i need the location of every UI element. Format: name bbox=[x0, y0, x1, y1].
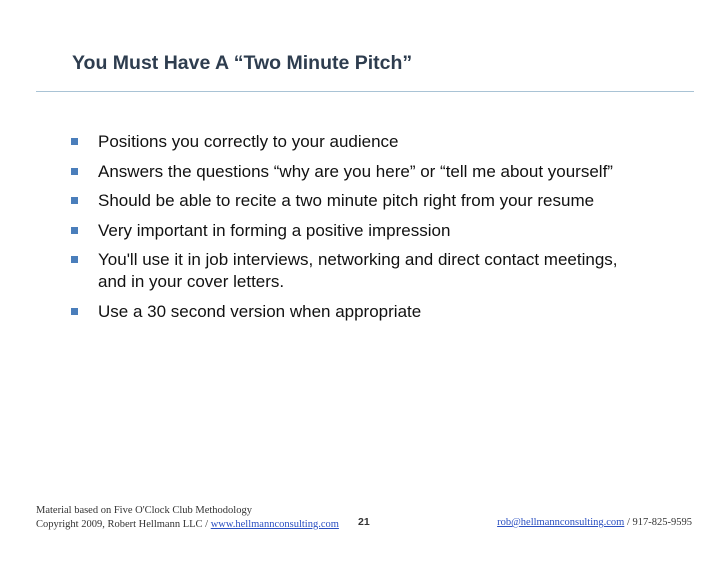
square-bullet-icon bbox=[71, 168, 78, 175]
footer-left bbox=[36, 504, 339, 531]
phone-number: / 917-825-9595 bbox=[626, 517, 692, 528]
square-bullet-icon bbox=[71, 308, 78, 315]
square-bullet-icon bbox=[71, 256, 78, 263]
title-divider bbox=[36, 91, 694, 92]
bullet-item bbox=[70, 131, 710, 153]
bullet-item bbox=[70, 190, 710, 212]
bullet-text: Use a 30 second version when appropriate bbox=[98, 301, 422, 321]
square-bullet-icon bbox=[71, 138, 78, 145]
slide-title: You Must Have A “Two Minute Pitch” bbox=[72, 52, 413, 74]
bullet-item bbox=[70, 220, 710, 242]
bullet-text: Should be able to recite a two minute pitch right from your resume bbox=[98, 191, 595, 210]
square-bullet-icon bbox=[71, 227, 78, 234]
copyright-text: Copyright 2009, Robert Hellmann LLC / bbox=[36, 518, 209, 530]
square-bullet-icon bbox=[71, 197, 78, 204]
bullet-text: You'll use it in job interviews, networking and direct contact meetings, and in your cover letters. bbox=[98, 250, 618, 291]
source-note: Material based on Five O'Clock Club Methodology bbox=[36, 505, 252, 516]
email-link[interactable]: rob@hellmannconsulting.com bbox=[497, 517, 625, 528]
copyright-line bbox=[36, 518, 339, 532]
footer-right bbox=[497, 517, 692, 528]
bullet-list bbox=[70, 131, 710, 330]
bullet-text: Positions you correctly to your audience bbox=[98, 132, 399, 151]
bullet-text: Very important in forming a positive impression bbox=[98, 220, 451, 240]
page-number: 21 bbox=[358, 516, 370, 528]
website-link[interactable]: www.hellmannconsulting.com bbox=[210, 518, 339, 530]
bullet-item bbox=[70, 161, 710, 183]
bullet-text: Answers the questions “why are you here” or “tell me about yourself” bbox=[98, 161, 613, 181]
bullet-item bbox=[70, 301, 710, 323]
bullet-item bbox=[70, 249, 710, 293]
